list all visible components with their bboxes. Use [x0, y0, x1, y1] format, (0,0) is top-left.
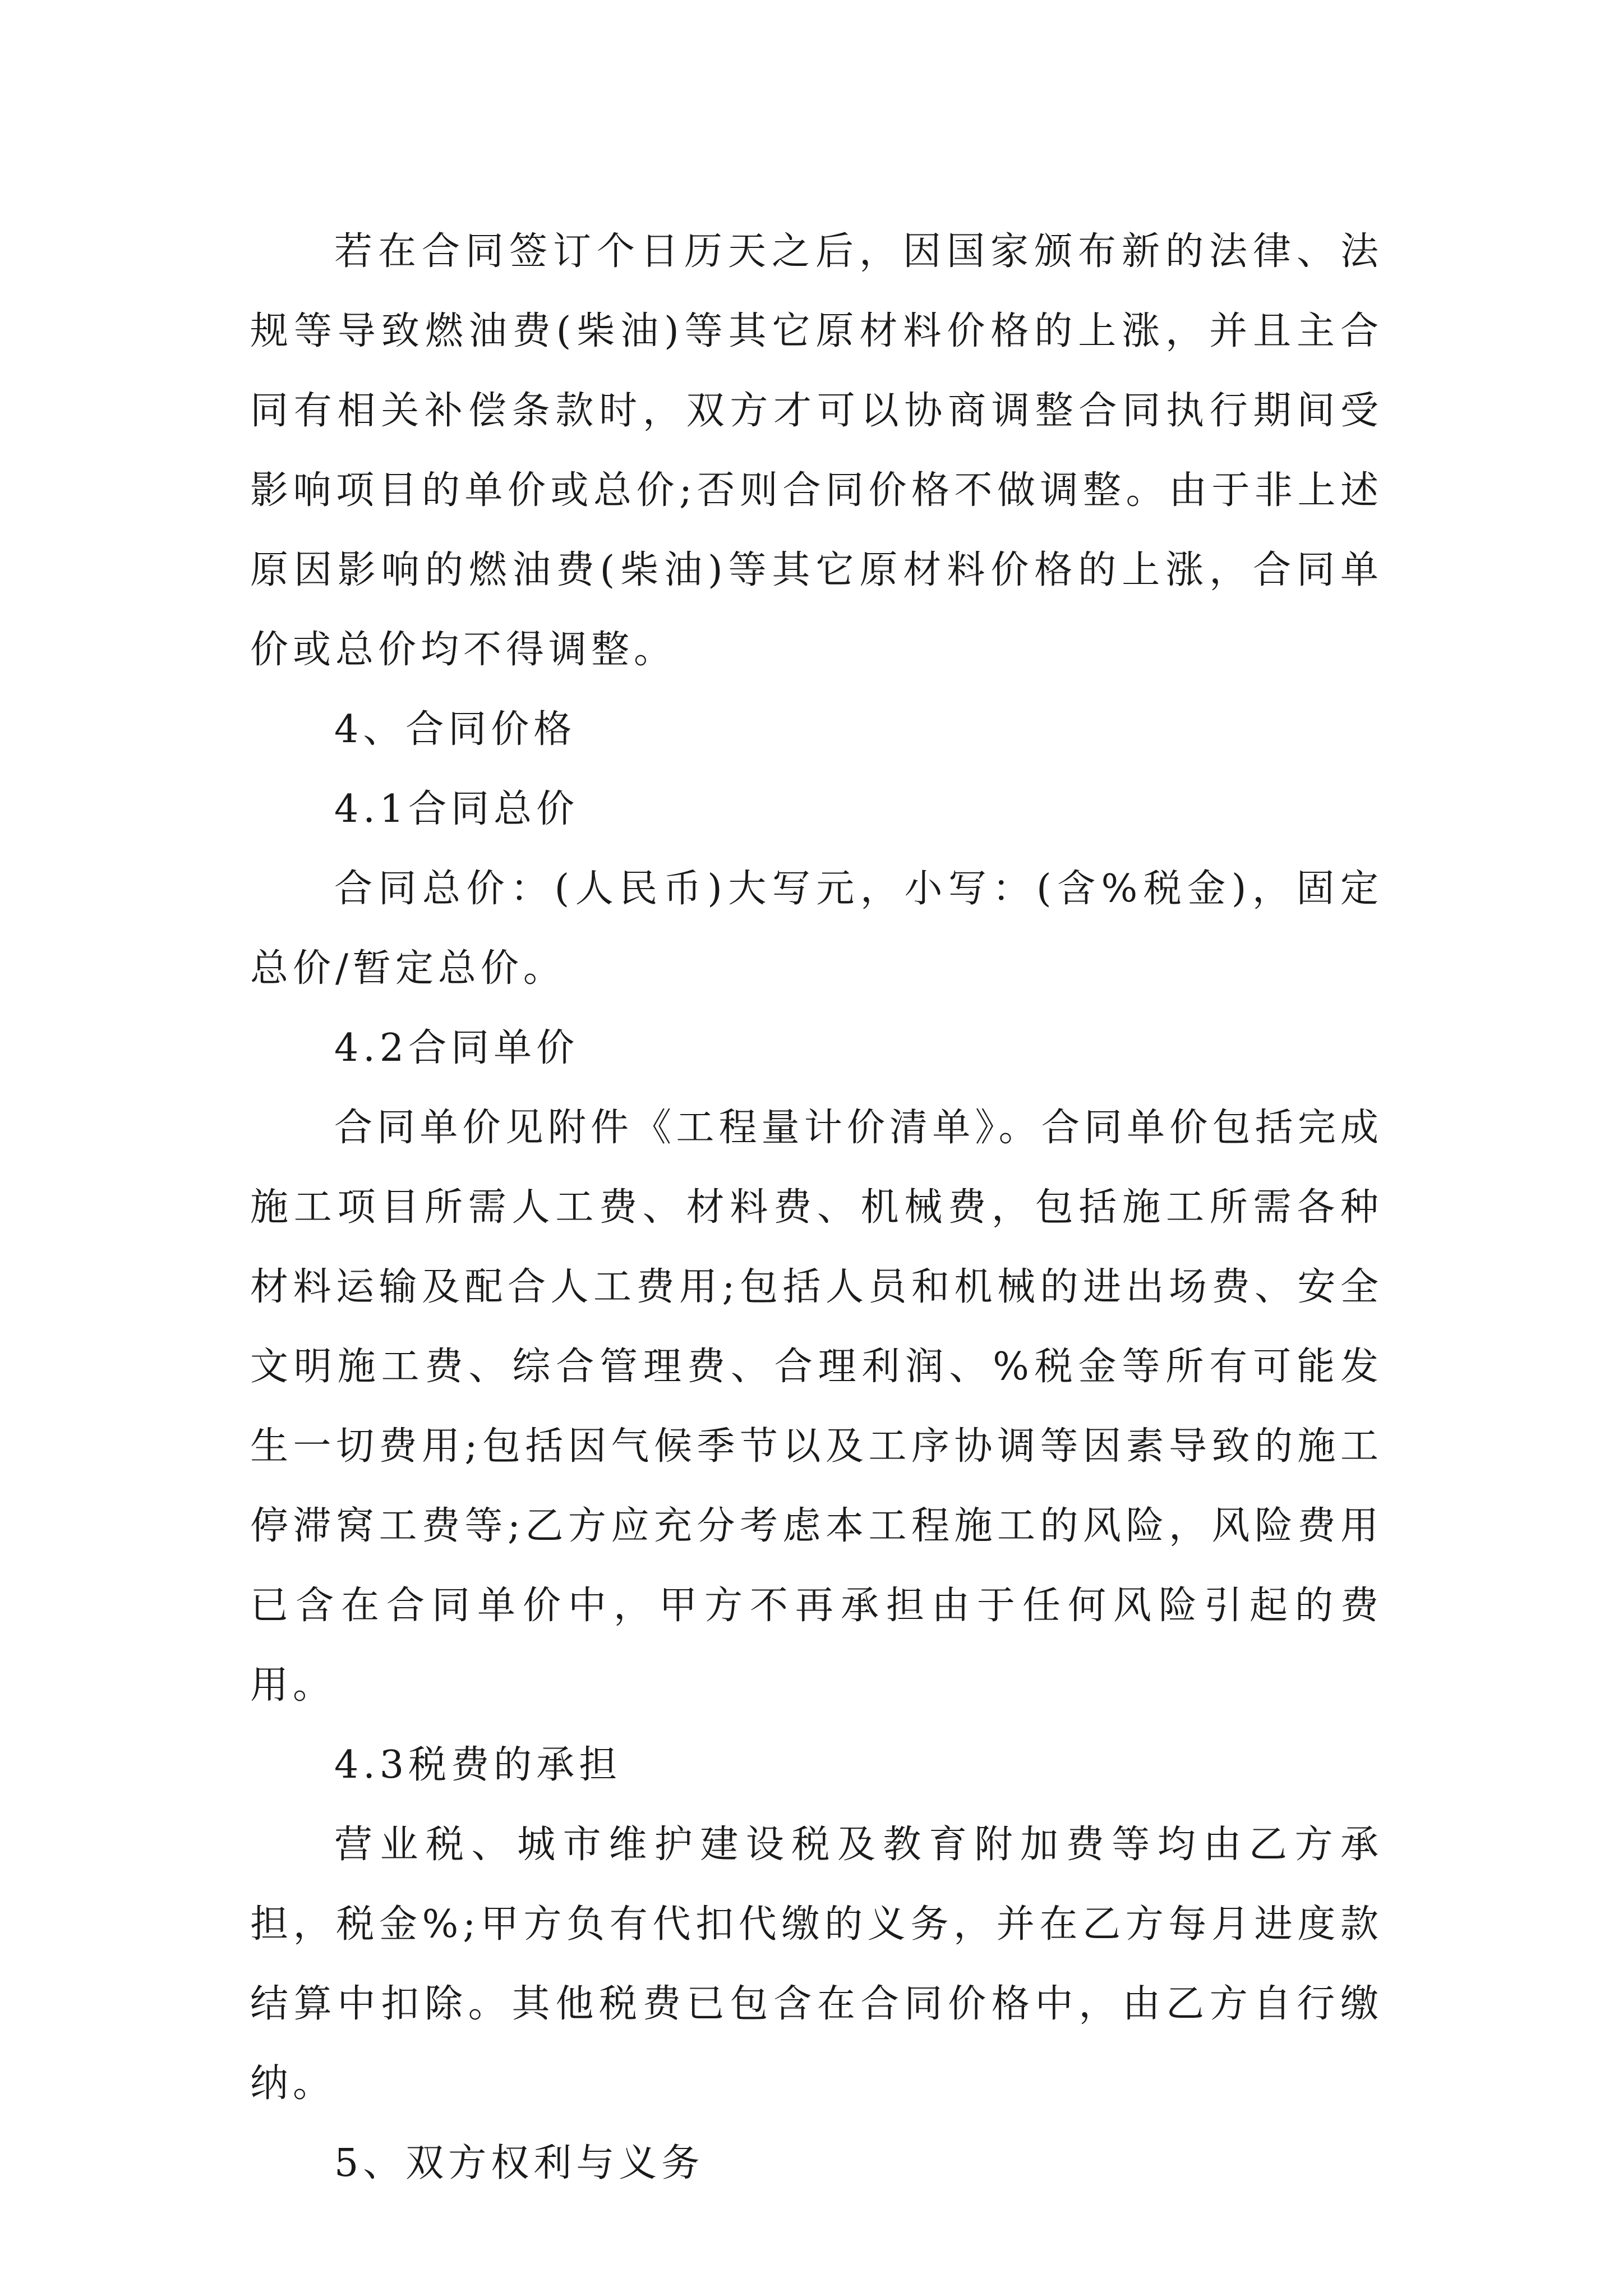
paragraph-unit-price: 合同单价见附件《工程量计价清单》。合同单价包括完成施工项目所需人工费、材料费、机械费，包括施工所需各种材料运输及配合人工费用;包括人员和机械的进出场费、安全文明施工费、综合管理费、合理利润、%税金等所有可能发生一切费用;包括因气候季节以及工序协调等因素导致的施工停滞窝工费等;乙方应充分考虑本工程施工的风险，风险费用已含在合同单价中，甲方不再承担由于任何风险引起的费用。	[250, 1106, 1383, 1708]
paragraph-total-price: 合同总价：(人民币)大写元，小写：(含%税金)，固定总价/暂定总价。	[250, 867, 1383, 991]
subsection-heading-taxes: 4.3税费的承担	[334, 1743, 622, 1787]
paragraph-price-adjustment: 若在合同签订个日历天之后，因国家颁布新的法律、法规等导致燃油费(柴油)等其它原材料价格的上涨，并且主合同有相关补偿条款时，双方才可以协商调整合同执行期间受影响项目的单价或总价;否则合同价格不做调整。由于非上述原因影响的燃油费(柴油)等其它原材料价格的上涨，合同单价或总价均不得调整。	[250, 229, 1383, 672]
paragraph-taxes: 营业税、城市维护建设税及教育附加费等均由乙方承担，税金%;甲方负有代扣代缴的义务，并在乙方每月进度款结算中扣除。其他税费已包含在合同价格中，由乙方自行缴纳。	[250, 1823, 1383, 2106]
subsection-heading-total-price: 4.1合同总价	[334, 787, 579, 831]
document-body	[250, 212, 1383, 2203]
section-heading-rights-obligations: 5、双方权利与义务	[334, 2141, 704, 2185]
section-heading-contract-price: 4、合同价格	[334, 707, 577, 752]
subsection-heading-unit-price: 4.2合同单价	[334, 1026, 579, 1070]
